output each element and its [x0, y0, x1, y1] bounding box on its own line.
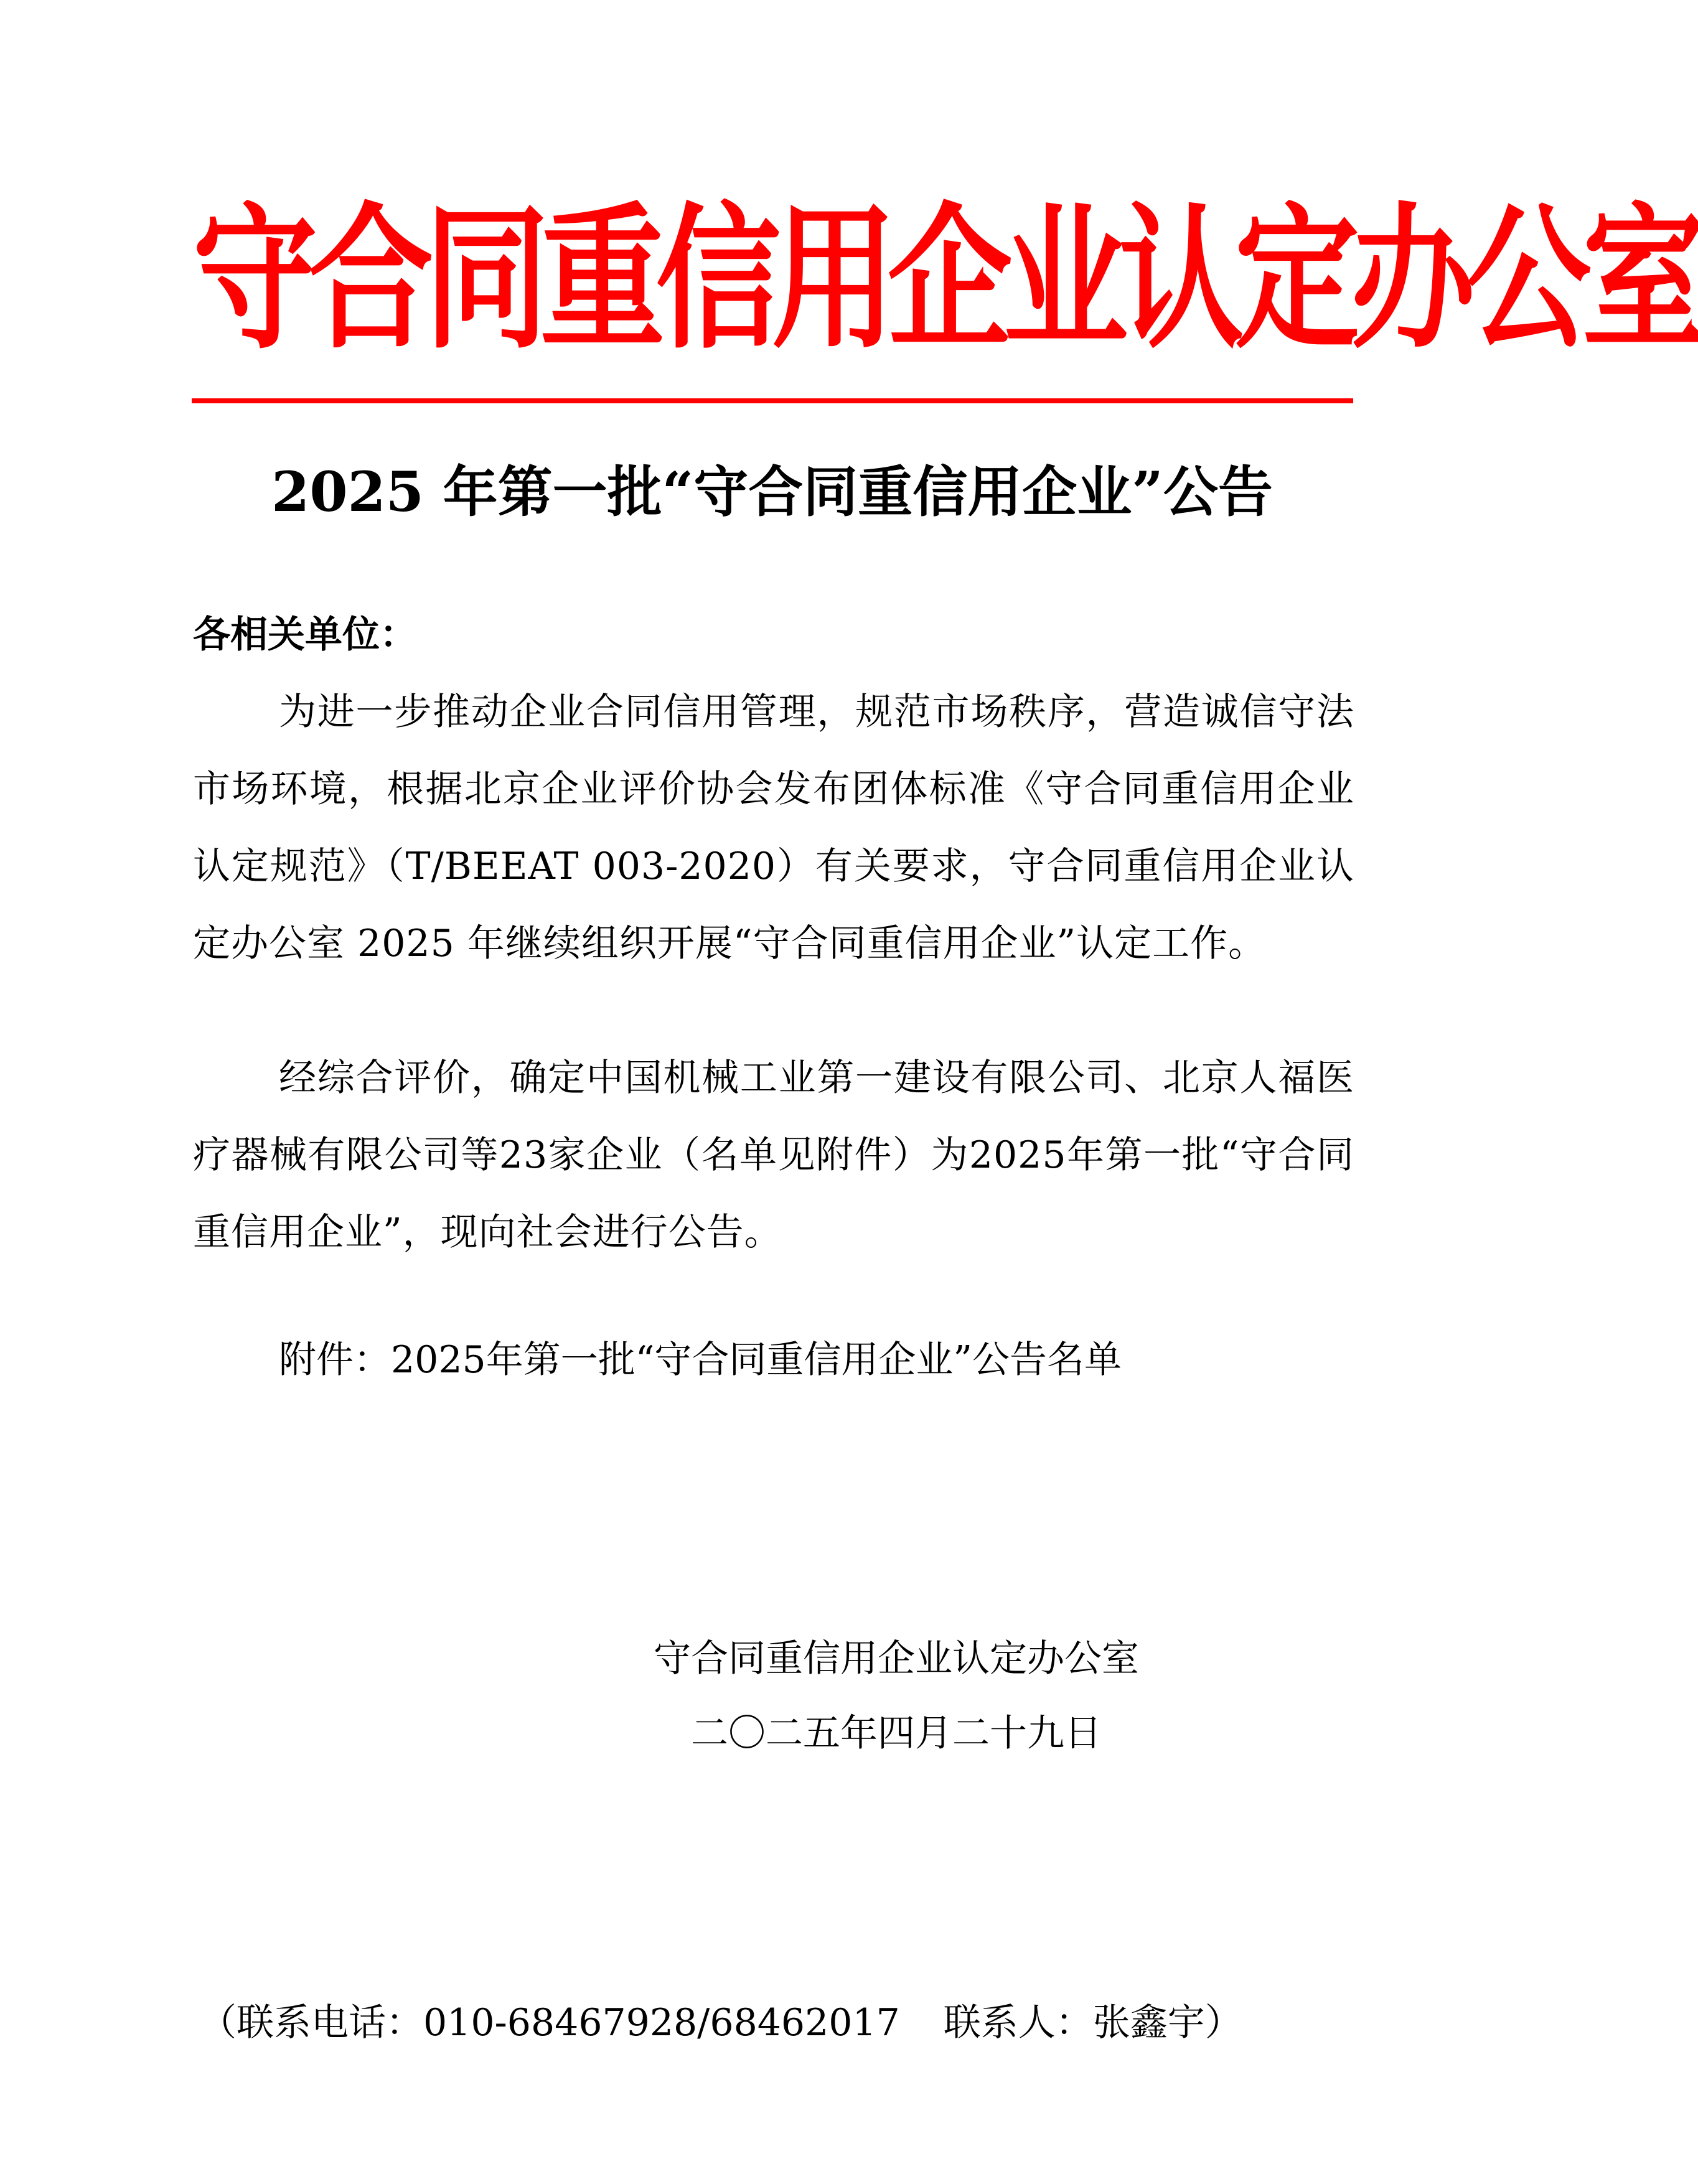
signature-date: 二〇二五年四月二十九日	[691, 1712, 1102, 1755]
contact-phone: （联系电话：010-68467928/68462017	[199, 2001, 900, 2045]
red-divider-rule	[192, 398, 1353, 403]
org-masthead: 守合同重信用企业认定办公室	[193, 189, 1698, 370]
contact-line	[199, 1992, 1242, 2054]
body-paragraph-2: 经综合评价，确定中国机械工业第一建设有限公司、北京人福医疗器械有限公司等23家企业（名单见附件）为2025年第一批“守合同重信用企业”，现向社会进行公告。	[193, 1056, 1354, 1254]
salutation: 各相关单位：	[193, 613, 417, 657]
signature-organization: 守合同重信用企业认定办公室	[654, 1637, 1139, 1680]
document-title: 2025 年第一批“守合同重信用企业”公告	[271, 459, 1273, 524]
contact-person: 联系人：张鑫宇）	[943, 2001, 1242, 2045]
body-paragraph-1: 为进一步推动企业合同信用管理，规范市场秩序，营造诚信守法市场环境，根据北京企业评价协会发布团体标准《守合同重信用企业认定规范》（T/BEEAT 003-2020）有关要求，守合同重信用企业认定办公室 2025 年继续组织开展“守合同重信用企业”认定工作。	[193, 690, 1354, 965]
attachment-note: 附件：2025年第一批“守合同重信用企业”公告名单	[279, 1338, 1122, 1382]
